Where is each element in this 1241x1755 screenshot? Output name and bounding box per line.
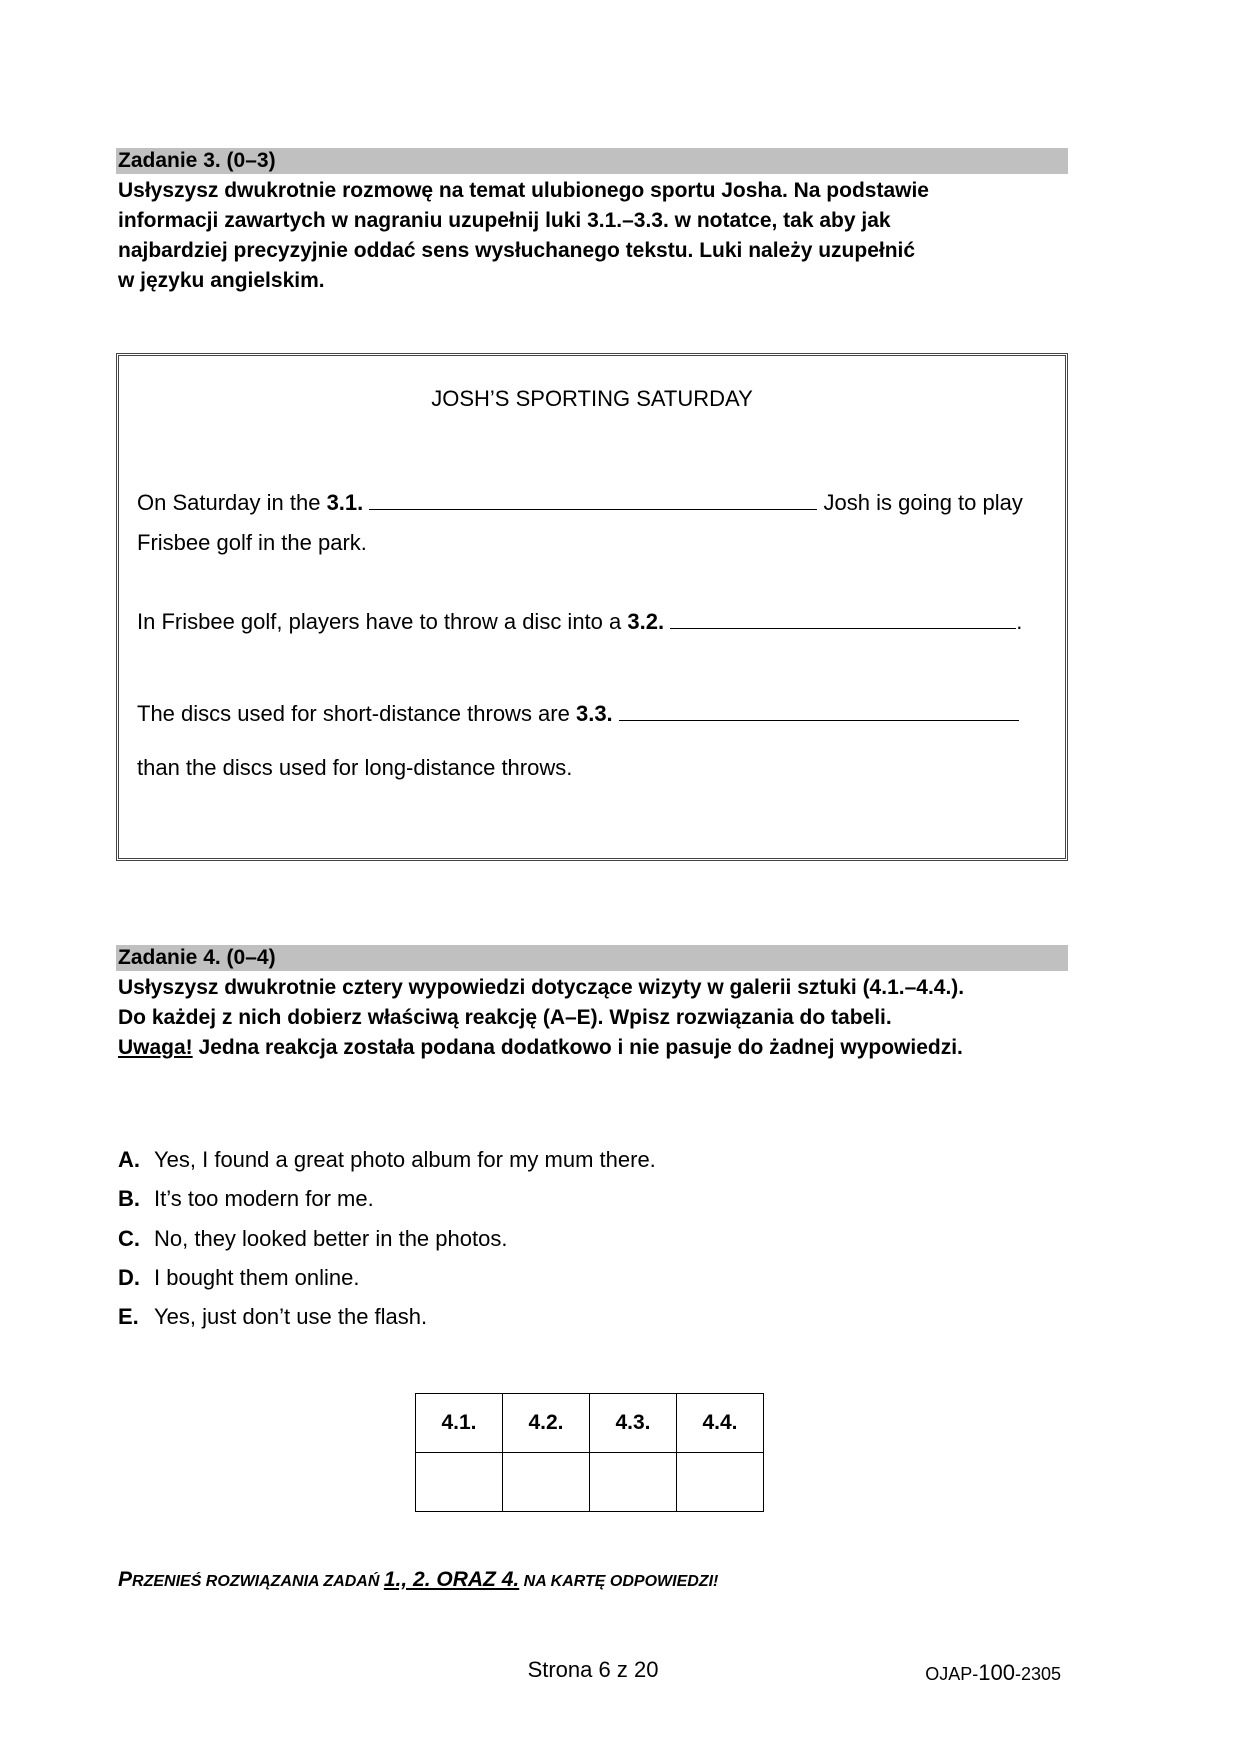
answer-cell-4-2[interactable]	[503, 1453, 590, 1512]
note-title: JOSH’S SPORTING SATURDAY	[431, 386, 753, 411]
answer-table	[415, 1393, 764, 1512]
instruction-line: Usłyszysz dwukrotnie rozmowę na temat ulubionego sportu Josha. Na podstawie	[118, 179, 929, 202]
table-header-cell: 4.4.	[677, 1394, 764, 1453]
option-text: I bought them online.	[154, 1265, 360, 1290]
option-text: Yes, I found a great photo album for my mum there.	[154, 1147, 656, 1172]
instruction-line: informacji zawartych w nagraniu uzupełnij luki 3.1.–3.3. w notatce, tak aby jak	[118, 209, 891, 232]
option-e	[118, 1302, 427, 1332]
warning-text: Jedna reakcja została podana dodatkowo i nie pasuje do żadnej wypowiedzi.	[192, 1036, 963, 1059]
option-letter: D.	[118, 1265, 140, 1290]
exam-code-number: 100	[978, 1660, 1015, 1685]
exam-code-suffix: -2305	[1014, 1664, 1061, 1684]
option-text: It’s too modern for me.	[154, 1186, 374, 1211]
option-letter: C.	[118, 1226, 140, 1251]
exam-code-prefix: OJAP-	[925, 1664, 979, 1684]
gap-line-3-2	[137, 608, 1047, 636]
transfer-note	[118, 1568, 718, 1592]
instruction-line: najbardziej precyzyjnie oddać sens wysłuchanego tekstu. Luki należy uzupełnić	[118, 239, 916, 262]
exam-code	[925, 1660, 1061, 1686]
gap-text: .	[1016, 609, 1023, 634]
option-c	[118, 1224, 507, 1254]
warning-label: Uwaga!	[118, 1036, 193, 1059]
task4-header: Zadanie 4. (0–4)	[116, 945, 1068, 971]
warning-line	[118, 1033, 1068, 1063]
option-text: No, they looked better in the photos.	[154, 1226, 508, 1251]
table-header-cell: 4.1.	[416, 1394, 503, 1453]
answer-cell-4-4[interactable]	[677, 1453, 764, 1512]
option-text: Yes, just don’t use the flash.	[154, 1304, 428, 1329]
option-a	[118, 1145, 656, 1175]
page-number: Strona 6 z 20	[527, 1657, 659, 1682]
answer-cell-4-3[interactable]	[590, 1453, 677, 1512]
answer-cell-4-1[interactable]	[416, 1453, 503, 1512]
table-header-cell: 4.2.	[503, 1394, 590, 1453]
option-d	[118, 1263, 359, 1293]
gap-text: On Saturday in the	[137, 490, 327, 515]
gap-3-1-input[interactable]	[369, 489, 817, 510]
instruction-line: Do każdej z nich dobierz właściwą reakcję (A–E). Wpisz rozwiązania do tabeli.	[118, 1006, 892, 1029]
gap-text: Josh is going to play	[823, 490, 1023, 515]
gap-number: 3.2.	[627, 609, 665, 634]
task3-instruction	[118, 176, 1068, 296]
gap-text: The discs used for short-distance throws are	[137, 701, 576, 726]
gap-3-2-input[interactable]	[670, 608, 1016, 629]
instruction-line: w języku angielskim.	[118, 269, 325, 292]
gap-number: 3.3.	[575, 701, 613, 726]
transfer-note-cap: P	[118, 1568, 133, 1591]
instruction-line: Usłyszysz dwukrotnie cztery wypowiedzi dotyczące wizyty w galerii sztuki (4.1.–4.4.).	[118, 976, 965, 999]
option-b	[118, 1184, 374, 1214]
option-letter: B.	[118, 1186, 140, 1211]
answer-table-header-row	[416, 1394, 764, 1453]
note-continuation: than the discs used for long-distance throws.	[137, 755, 573, 780]
gap-3-3-input[interactable]	[619, 700, 1019, 721]
transfer-note-text: NA KARTĘ ODPOWIEDZI!	[519, 1573, 719, 1590]
task4-instruction	[118, 973, 1068, 1063]
gap-line-3-1	[137, 489, 1047, 517]
note-continuation: Frisbee golf in the park.	[137, 530, 367, 555]
notes-box	[116, 353, 1068, 861]
gap-text: In Frisbee golf, players have to throw a disc into a	[137, 609, 628, 634]
transfer-note-tasks: 1., 2. ORAZ 4.	[383, 1568, 520, 1591]
answer-table-input-row	[416, 1453, 764, 1512]
transfer-note-text: RZENIEŚ ROZWIĄZANIA ZADAŃ	[132, 1573, 384, 1590]
table-header-cell: 4.3.	[590, 1394, 677, 1453]
gap-line-3-3	[137, 700, 1047, 728]
gap-number: 3.1.	[326, 490, 364, 515]
option-letter: A.	[118, 1147, 140, 1172]
option-letter: E.	[118, 1304, 139, 1329]
task3-header: Zadanie 3. (0–3)	[116, 148, 1068, 174]
